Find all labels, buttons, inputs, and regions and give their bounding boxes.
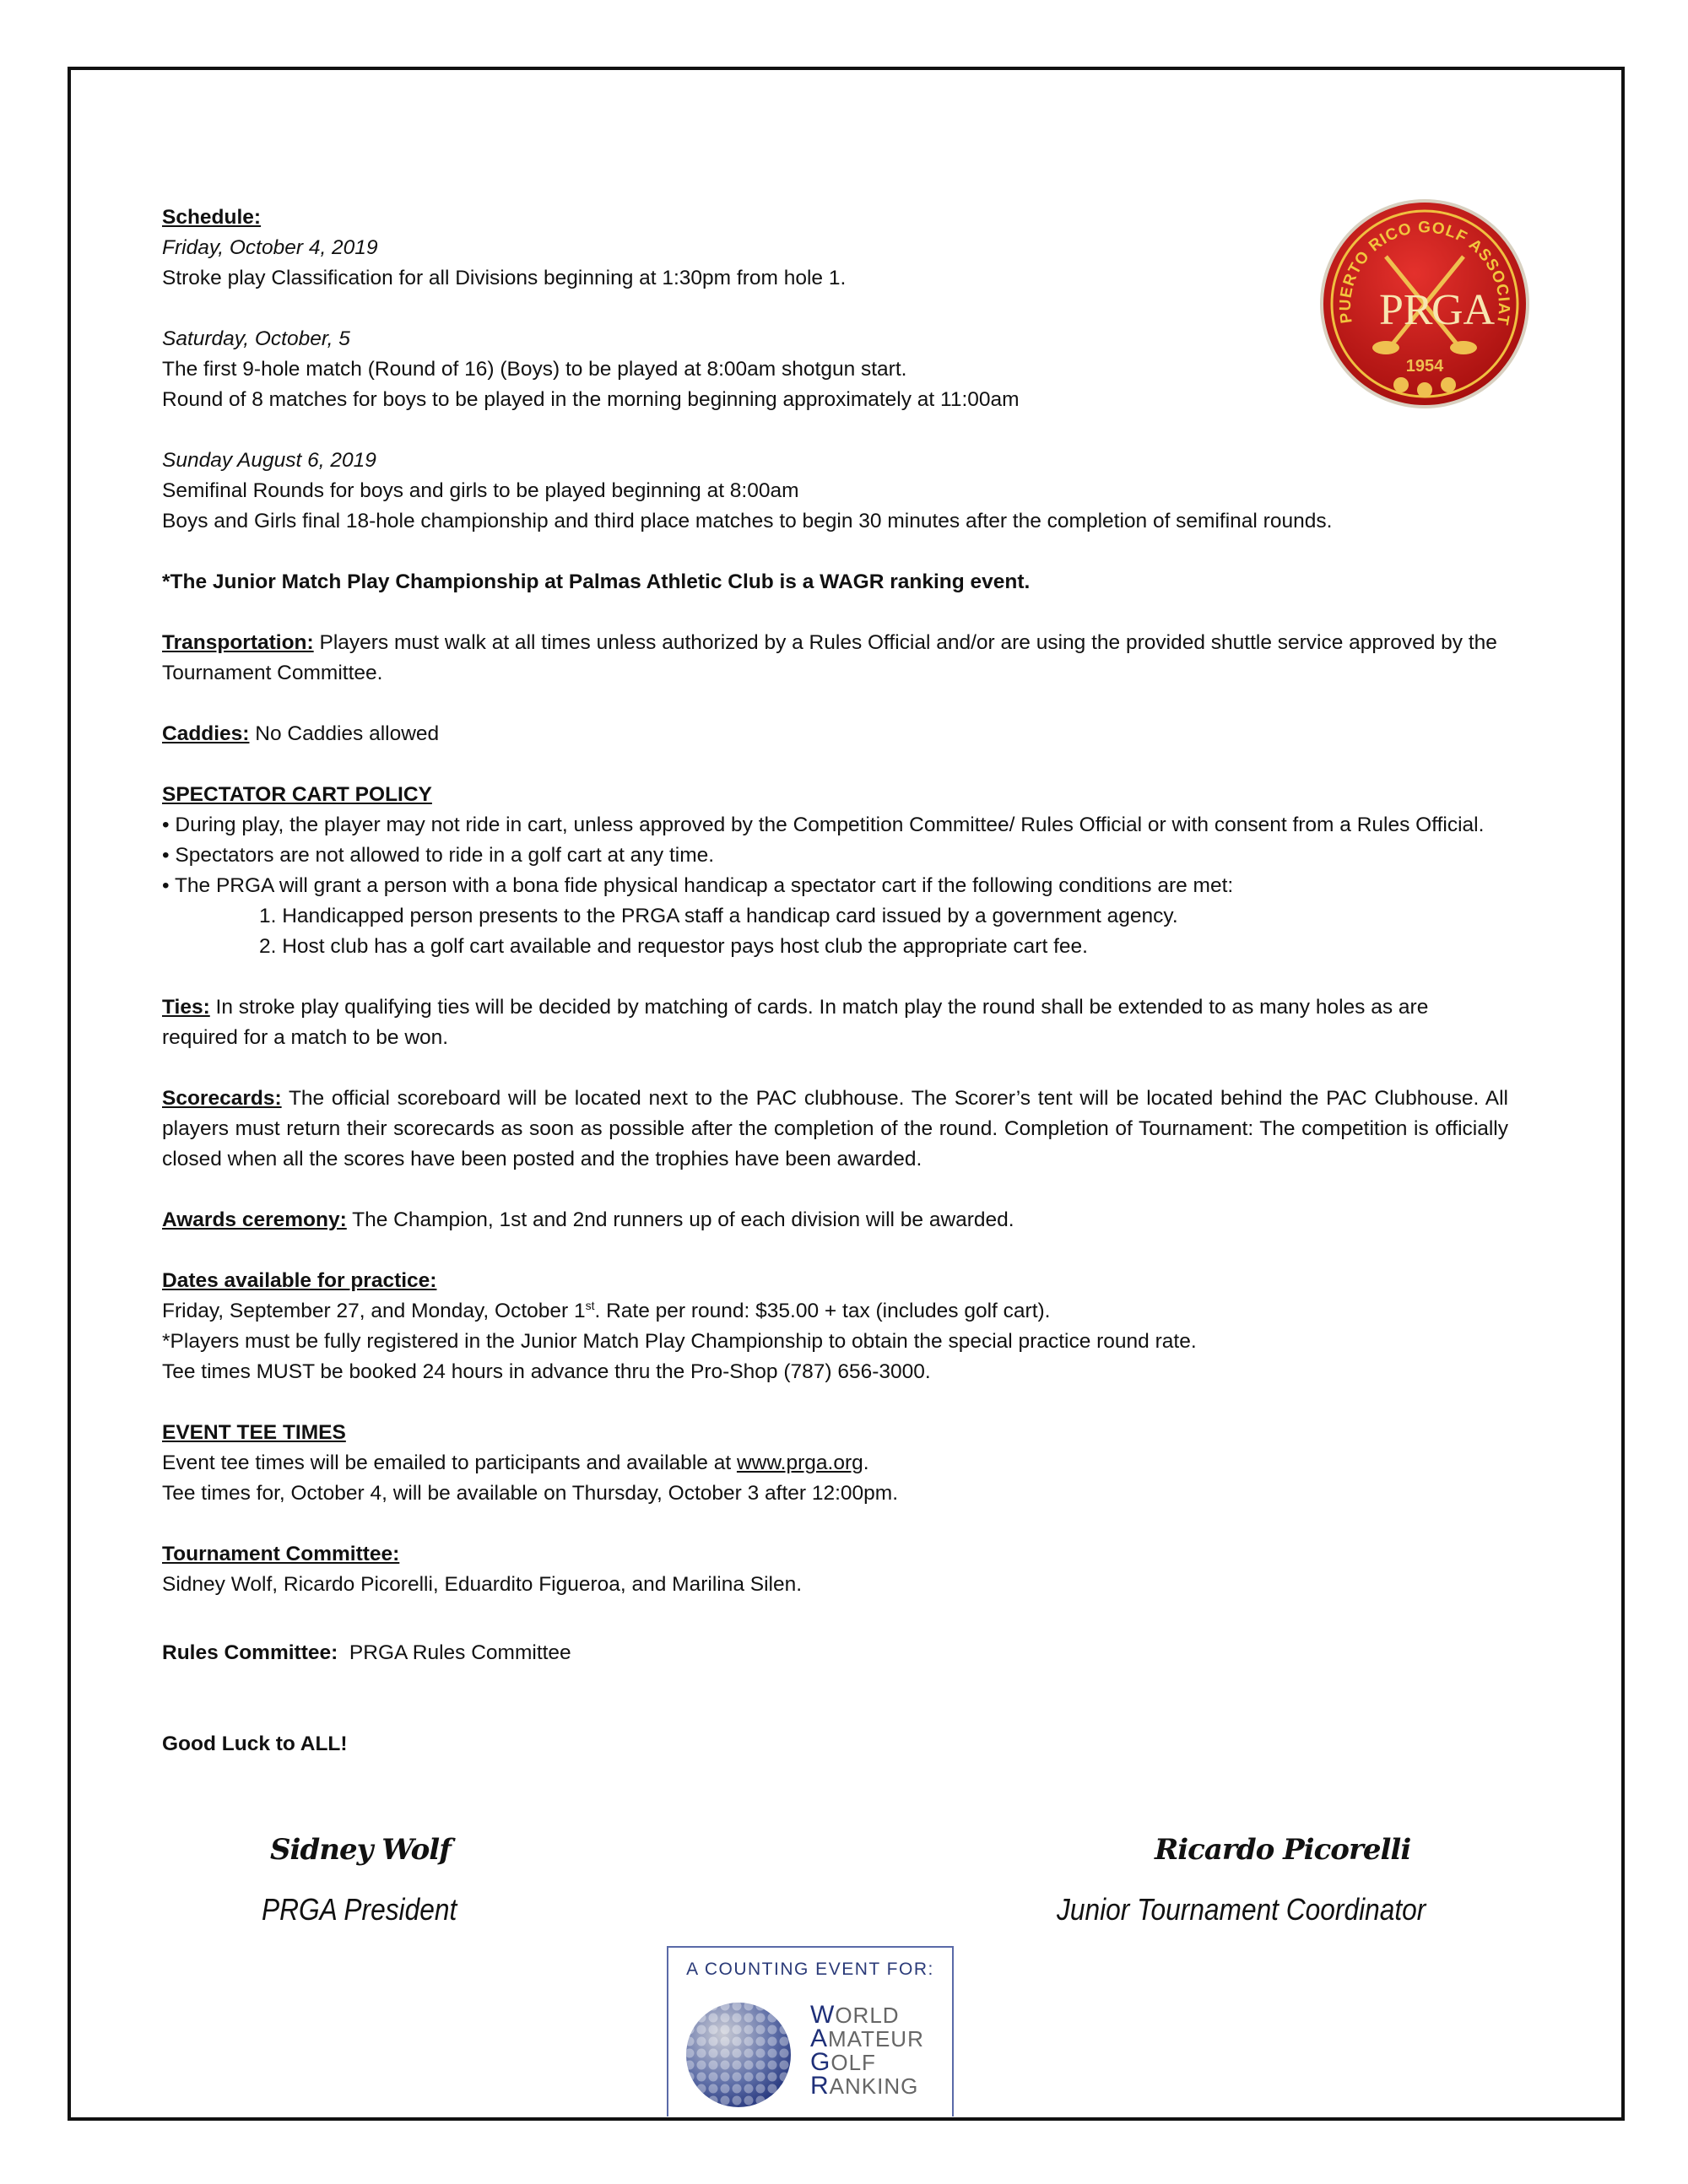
wagr-initial: G (810, 2048, 831, 2076)
schedule-line: The first 9-hole match (Round of 16) (Boys) to be played at 8:00am shotgun start. (162, 358, 907, 381)
wagr-initial: R (810, 2072, 830, 2100)
tee-times-heading: EVENT TEE TIMES (162, 1421, 346, 1444)
schedule-line: Round of 8 matches for boys to be played in the morning beginning approximately at 11:00am (162, 388, 1020, 411)
svg-text:PUERTO RICO GOLF ASSOCIATION: PUERTO RICO GOLF ASSOCIAT (1336, 219, 1513, 327)
schedule-day (162, 446, 1508, 537)
tee-times-line: Tee times for, October 4, will be available on Thursday, October 3 after 12:00pm. (162, 1482, 899, 1505)
signature-sidney-wolf: Sidney Wolf (270, 1833, 451, 1867)
awards-section (162, 1205, 1508, 1235)
practice-section (162, 1266, 1508, 1387)
ordinal-suffix: st (585, 1298, 595, 1312)
tee-times-line: Event tee times will be emailed to participants and available at (162, 1451, 737, 1474)
awards-text: The Champion, 1st and 2nd runners up of each division will be awarded. (346, 1208, 1014, 1231)
ties-text: In stroke play qualifying ties will be decided by matching of cards. In match play the round shall be extended to as many holes as are required for a match to be won. (162, 996, 1429, 1049)
wagr-word: ORLD (835, 2003, 900, 2028)
cart-condition: 2. Host club has a golf cart available and requestor pays host club the appropriate cart fee. (259, 935, 1088, 958)
awards-label: Awards ceremony: (162, 1208, 347, 1231)
wagr-word: OLF (830, 2050, 876, 2075)
ties-label: Ties: (162, 996, 210, 1019)
prga-website-link[interactable]: www.prga.org (736, 1451, 863, 1474)
svg-text:PR: PR (1379, 286, 1433, 334)
schedule-heading: Schedule: (162, 206, 262, 229)
cart-condition: 1. Handicapped person presents to the PRGA staff a handicap card issued by a government agency. (259, 905, 1178, 927)
schedule-section (162, 203, 1508, 294)
scorecards-label: Scorecards: (162, 1087, 282, 1110)
cart-policy-section (162, 780, 1508, 962)
rules-committee-text: PRGA Rules Committee (338, 1641, 571, 1664)
schedule-line: Boys and Girls final 18-hole championship and third place matches to begin 30 minutes after the completion of semifinal rounds. (162, 510, 1333, 532)
cart-policy-bullet: • During play, the player may not ride in cart, unless approved by the Competition Committee/ Rules Official or with consent from a Rules Official. (162, 814, 1485, 836)
transportation-text: Players must walk at all times unless authorized by a Rules Official and/or are using the provided shuttle service approved by the Tournament Committee. (162, 631, 1497, 684)
practice-heading: Dates available for practice: (162, 1269, 437, 1292)
tournament-committee-members: Sidney Wolf, Ricardo Picorelli, Eduardito Figueroa, and Marilina Silen. (162, 1573, 803, 1596)
cart-policy-bullet: • Spectators are not allowed to ride in a golf cart at any time. (162, 844, 715, 867)
signature-title: Junior Tournament Coordinator (1057, 1892, 1426, 1927)
schedule-day (162, 324, 1508, 415)
closing-text: Good Luck to ALL! (162, 1733, 348, 1755)
wagr-logo (667, 1946, 954, 2116)
wagr-note: *The Junior Match Play Championship at Palmas Athletic Club is a WAGR ranking event. (162, 570, 1031, 593)
rules-committee-label: Rules Committee: (162, 1641, 338, 1664)
transportation-section (162, 628, 1508, 689)
schedule-date: Saturday, October, 5 (162, 327, 350, 350)
signature-ricardo-picorelli: Ricardo Picorelli (1155, 1833, 1411, 1867)
wagr-initial: W (810, 2001, 836, 2029)
cart-policy-heading: SPECTATOR CART POLICY (162, 783, 432, 806)
practice-line: *Players must be fully registered in the Junior Match Play Championship to obtain the special practice round rate. (162, 1330, 1197, 1353)
ties-section (162, 992, 1508, 1053)
wagr-word: ANKING (829, 2073, 919, 2099)
scorecards-text: The official scoreboard will be located next to the PAC clubhouse. The Scorer’s tent will be located behind the PAC Clubhouse. All players must return their scorecards as soon as possible after the completion of the round. Completion of Tournament: The competition is officially closed when all the scores have been posted and the trophies have been awarded. (162, 1087, 1508, 1170)
signature-title: PRGA President (262, 1892, 457, 1927)
schedule-date: Friday, October 4, 2019 (162, 236, 378, 259)
practice-line: Friday, September 27, and Monday, October 1 (162, 1300, 586, 1322)
rules-committee-section (162, 1638, 1508, 1668)
practice-line: Tee times MUST be booked 24 hours in advance thru the Pro-Shop (787) 656-3000. (162, 1360, 931, 1383)
caddies-text: No Caddies allowed (249, 722, 440, 745)
schedule-line: Stroke play Classification for all Divisions beginning at 1:30pm from hole 1. (162, 267, 847, 289)
svg-text:GA: GA (1431, 286, 1496, 334)
transportation-label: Transportation: (162, 631, 314, 654)
schedule-date: Sunday August 6, 2019 (162, 449, 376, 472)
caddies-label: Caddies: (162, 722, 250, 745)
wagr-word: MATEUR (828, 2026, 924, 2052)
wagr-initial: A (810, 2025, 829, 2052)
wagr-wordmark (810, 2003, 924, 2098)
golf-ball-icon (684, 2000, 793, 2110)
scorecards-section (162, 1084, 1508, 1175)
svg-text:1954: 1954 (1405, 357, 1444, 376)
cart-policy-bullet: • The PRGA will grant a person with a bona fide physical handicap a spectator cart if the following conditions are met: (162, 874, 1234, 897)
tee-times-period: . (863, 1451, 869, 1474)
wagr-caption: A COUNTING EVENT FOR: (686, 1960, 934, 1979)
caddies-section (162, 719, 1508, 749)
document-body (162, 203, 1508, 1790)
schedule-line: Semifinal Rounds for boys and girls to be played beginning at 8:00am (162, 479, 799, 502)
tournament-committee-section (162, 1539, 1508, 1600)
tee-times-section (162, 1418, 1508, 1509)
tournament-committee-heading: Tournament Committee: (162, 1543, 400, 1565)
practice-line: . Rate per round: $35.00 + tax (includes golf cart). (594, 1300, 1051, 1322)
